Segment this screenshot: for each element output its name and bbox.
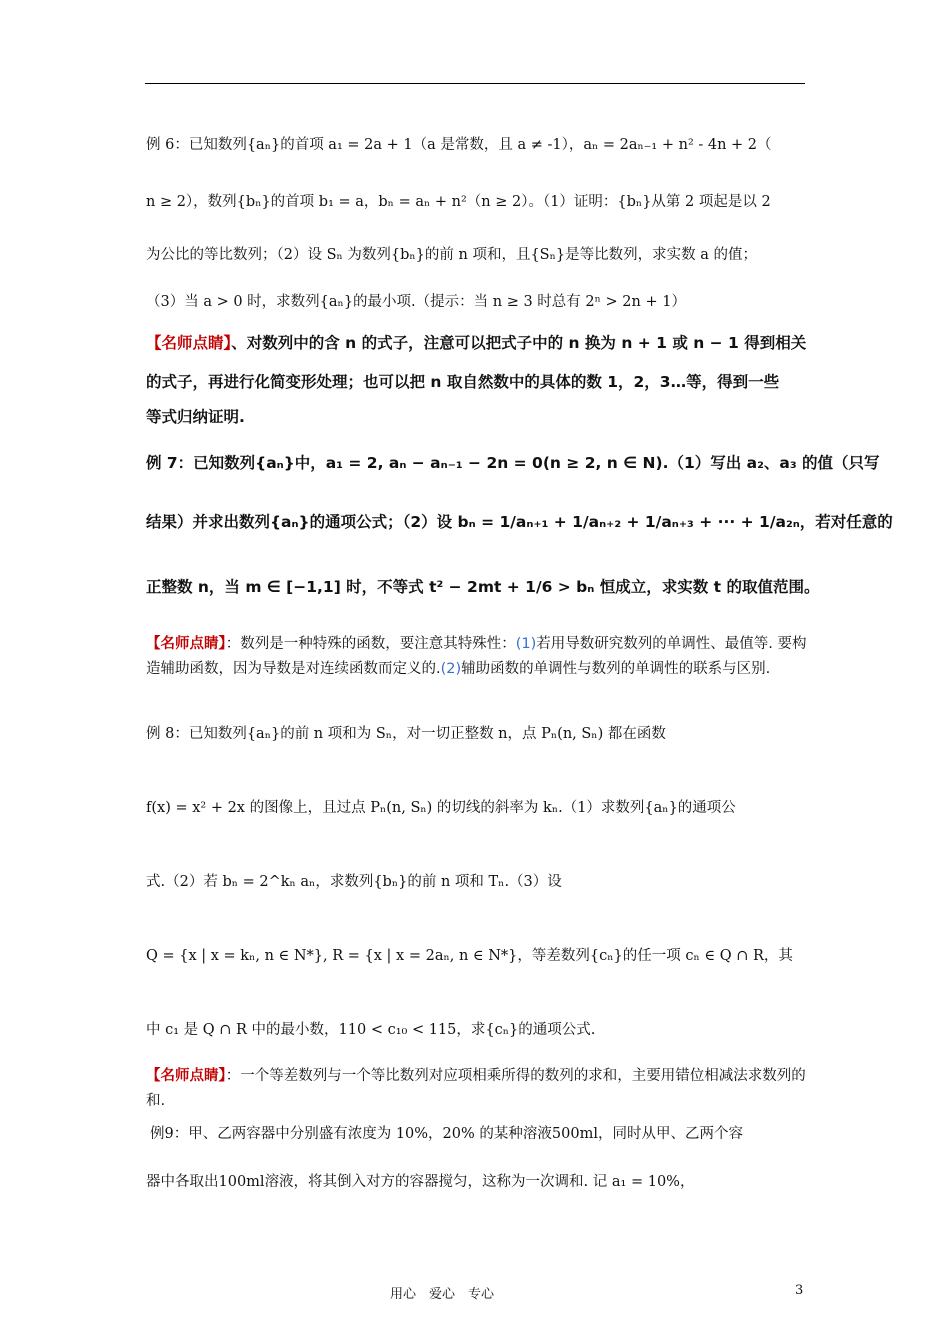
- tip2-num-1: (1): [515, 636, 537, 652]
- ex7-line-1: 例 7：已知数列{aₙ}中，a₁ = 2, aₙ − aₙ₋₁ − 2n = 0(n ≥ 2, n ∈ N).（1）写出 a₂、a₃ 的值（只写: [146, 454, 880, 472]
- ex8-line-3: 式.（2）若 bₙ = 2^kₙ aₙ，求数列{bₙ}的前 n 项和 Tₙ.（3）设: [146, 874, 562, 890]
- tip2-paragraph: [146, 632, 808, 682]
- tip1-text-1: 、对数列中的含 n 的式子，注意可以把式子中的 n 换为 n + 1 或 n − 1 得到相关: [231, 334, 807, 352]
- page-number: 3: [795, 1283, 804, 1298]
- ex6-line-4: （3）当 a > 0 时，求数列{aₙ}的最小项.（提示：当 n ≥ 3 时总有 2ⁿ > 2n + 1）: [146, 294, 686, 310]
- tip3-text: ：一个等差数列与一个等比数列对应项相乘所得的数列的求和，主要用错位相减法求数列的和.: [146, 1068, 806, 1109]
- tip2-label: 【名师点睛】: [146, 636, 226, 652]
- ex8-line-4: Q = {x | x = kₙ, n ∈ N*}, R = {x | x = 2aₙ, n ∈ N*}，等差数列{cₙ}的任一项 cₙ ∈ Q ∩ R，其: [146, 948, 793, 964]
- ex8-line-1: 例 8：已知数列{aₙ}的前 n 项和为 Sₙ，对一切正整数 n，点 Pₙ(n, Sₙ) 都在函数: [146, 726, 666, 742]
- tip2-text-1: ：数列是一种特殊的函数，要注意其特殊性：: [225, 636, 516, 652]
- tip1-line-3: 等式归纳证明.: [146, 408, 245, 426]
- ex6-line-1: 例 6：已知数列{aₙ}的首项 a₁ = 2a + 1（a 是常数，且 a ≠ -1），aₙ = 2aₙ₋₁ + n² - 4n + 2（: [146, 137, 772, 153]
- tip1-label: 【名师点睛】: [146, 334, 232, 352]
- ex9-line-2: 器中各取出100ml溶液，将其倒入对方的容器搅匀，这称为一次调和. 记 a₁ = 10%，: [146, 1174, 695, 1190]
- ex7-line-2: 结果）并求出数列{aₙ}的通项公式；（2）设 bₙ = 1/aₙ₊₁ + 1/aₙ₊₂ + 1/aₙ₊₃ + ··· + 1/a₂ₙ，若对任意的: [146, 513, 893, 531]
- tip2-text-2: 若用导数研究数列的单调性、最值等. 要构造辅助函数，因为导数是对连续函数而定义的.: [146, 636, 807, 677]
- tip2-num-2: (2): [440, 661, 462, 677]
- tip2-text-3: 辅助函数的单调性与数列的单调性的联系与区别.: [461, 661, 771, 677]
- tip1-line-1: [146, 331, 810, 353]
- tip3-label: 【名师点睛】: [146, 1068, 226, 1084]
- header-rule: [145, 83, 805, 84]
- ex8-line-2: f(x) = x² + 2x 的图像上，且过点 Pₙ(n, Sₙ) 的切线的斜率为 kₙ.（1）求数列{aₙ}的通项公: [146, 800, 736, 816]
- ex8-line-5: 中 c₁ 是 Q ∩ R 中的最小数，110 < c₁₀ < 115，求{cₙ}的通项公式.: [146, 1022, 596, 1038]
- ex6-line-3: 为公比的等比数列；（2）设 Sₙ 为数列{bₙ}的前 n 项和，且{Sₙ}是等比数列，求实数 a 的值；: [146, 247, 757, 263]
- ex7-line-3: 正整数 n，当 m ∈ [−1,1] 时，不等式 t² − 2mt + 1/6 > bₙ 恒成立，求实数 t 的取值范围。: [146, 578, 820, 596]
- ex6-line-2: n ≥ 2），数列{bₙ}的首项 b₁ = a，bₙ = aₙ + n²（n ≥ 2）。（1）证明：{bₙ}从第 2 项起是以 2: [146, 194, 771, 210]
- page-footer: 用心 爱心 专心: [390, 1287, 495, 1302]
- ex9-line-1: 例9：甲、乙两容器中分别盛有浓度为 10%，20% 的某种溶液500ml，同时从甲、乙两个容: [150, 1126, 743, 1142]
- tip3-paragraph: [146, 1064, 808, 1114]
- tip1-line-2: 的式子，再进行化简变形处理；也可以把 n 取自然数中的具体的数 1，2，3…等，得到一些: [146, 373, 780, 391]
